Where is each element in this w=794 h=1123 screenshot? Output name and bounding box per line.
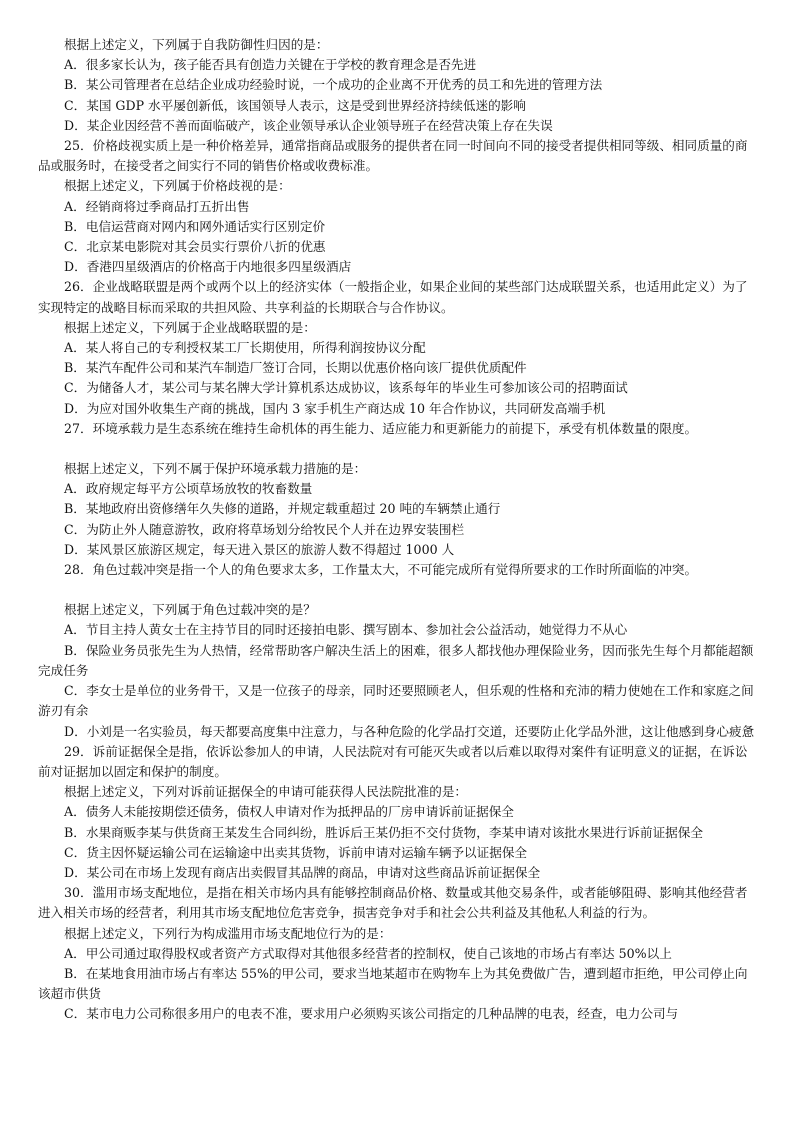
question-definition: 30．滥用市场支配地位，是指在相关市场内具有能够控制商品价格、数量或其他交易条件，或者能够阻碍、影响其他经营者进入相关市场的经营者，利用其市场支配地位危害竞争，损害竞争对手和社会公共利益及其他私人利益的行为。 <box>38 885 748 921</box>
question-stem: 根据上述定义，下列不属于保护环境承载力措施的是： <box>64 461 367 477</box>
answer-option: B．在某地食用油市场占有率达 55%的甲公司，要求当地某超市在购物车上为其免费做广告，遭到超市拒绝，甲公司停止向该超市供货 <box>38 965 748 1002</box>
answer-option: B．保险业务员张先生为人热情，经常帮助客户解决生活上的困难，很多人都找他办理保险业务，因而张先生每个月都能超额完成任务 <box>38 642 754 678</box>
answer-option: D．为应对国外收集生产商的挑战，国内 3 家手机生产商达成 10 年合作协议，共同研发高端手机 <box>64 400 606 416</box>
question-definition: 29．诉前证据保全是指，依诉讼参加人的申请，人民法院对有可能灭失或者以后难以取得对案件有证明意义的证据，在诉讼前对证据加以固定和保护的制度。 <box>38 743 748 779</box>
paragraph-gap <box>38 580 756 600</box>
answer-option: D．小刘是一名实验员，每天都要高度集中注意力，与各种危险的化学品打交道，还要防止化学品外泄，这让他感到身心疲惫 <box>64 723 755 739</box>
answer-option: A．甲公司通过取得股权或者资产方式取得对其他很多经营者的控制权，使自己该地的市场占有率达 50%以上 <box>64 945 672 961</box>
answer-option: A．某人将自己的专利授权某工厂长期使用，所得利润按协议分配 <box>64 340 426 356</box>
question-definition: 26．企业战略联盟是两个或两个以上的经济实体（一般指企业，如果企业间的某些部门达成联盟关系，也适用此定义）为了实现特定的战略目标而采取的共担风险、共享利益的长期联合与合作协议。 <box>38 279 748 315</box>
question-definition: 25．价格歧视实质上是一种价格差异，通常指商品或服务的提供者在同一时间向不同的接受者提供相同等级、相同质量的商品或服务时，在接受者之间实行不同的销售价格或收费标准。 <box>38 138 748 174</box>
answer-option: D．某公司在市场上发现有商店出卖假冒其品牌的商品，申请对这些商品诉前证据保全 <box>64 864 541 880</box>
answer-option: B．某汽车配件公司和某汽车制造厂签订合同，长期以优惠价格向该厂提供优质配件 <box>64 360 527 376</box>
question-definition: 28．角色过载冲突是指一个人的角色要求太多，工作量太大，不可能完成所有觉得所要求的工作时所面临的冲突。 <box>64 562 698 578</box>
question-stem: 根据上述定义，下列属于自我防御性归因的是： <box>64 37 329 52</box>
answer-option: A．政府规定每平方公顷草场放牧的牧畜数量 <box>64 481 313 497</box>
answer-option: A．债务人未能按期偿还债务，债权人申请对作为抵押品的厂房申请诉前证据保全 <box>64 804 514 820</box>
answer-option: C．货主因怀疑运输公司在运输途中出卖其货物，诉前申请对运输车辆予以证据保全 <box>64 844 528 860</box>
question-stem: 根据上述定义，下列属于价格歧视的是： <box>64 178 291 194</box>
question-stem: 根据上述定义，下列对诉前证据保全的申请可能获得人民法院批准的是： <box>64 784 467 800</box>
question-stem: 根据上述定义，下列属于企业战略联盟的是： <box>64 319 316 335</box>
answer-option: C．北京某电影院对其会员实行票价八折的优惠 <box>64 239 326 255</box>
answer-option: C．某市电力公司称很多用户的电表不准，要求用户必须购买该公司指定的几种品牌的电表，经查，电力公司与 <box>64 1006 679 1022</box>
paragraph-gap <box>38 439 756 459</box>
answer-option: A．很多家长认为，孩子能否具有创造力关键在于学校的教育理念是否先进 <box>64 57 477 73</box>
answer-option: C．为防止外人随意游牧，政府将草场划分给牧民个人并在边界安装围栏 <box>64 521 465 537</box>
answer-option: C．李女士是单位的业务骨干，又是一位孩子的母亲，同时还要照顾老人，但乐观的性格和充沛的精力使她在工作和家庭之间游刃有余 <box>38 683 754 719</box>
answer-option: A．经销商将过季商品打五折出售 <box>64 198 250 214</box>
answer-option: B．电信运营商对网内和网外通话实行区别定价 <box>64 218 326 234</box>
question-definition: 27．环境承载力是生态系统在维持生命机体的再生能力、适应能力和更新能力的前提下，承受有机体数量的限度。 <box>64 420 698 436</box>
answer-option: A．节目主持人黄女士在主持节目的同时还接拍电影、撰写剧本、参加社会公益活动，她觉得力不从心 <box>64 622 628 638</box>
answer-option: D．某企业因经营不善而面临破产，该企业领导承认企业领导班子在经营决策上存在失误 <box>64 117 553 133</box>
answer-option: B．某地政府出资修缮年久失修的道路，并规定载重超过 20 吨的车辆禁止通行 <box>64 501 501 517</box>
answer-option: C．某国 GDP 水平屡创新低，该国领导人表示，这是受到世界经济持续低迷的影响 <box>64 97 526 113</box>
answer-option: B．水果商贩李某与供货商王某发生合同纠纷，胜诉后王某仍拒不交付货物，李某申请对该批水果进行诉前证据保全 <box>64 824 703 840</box>
answer-option: D．某风景区旅游区规定，每天进入景区的旅游人数不得超过 1000 人 <box>64 541 455 557</box>
answer-option: B．某公司管理者在总结企业成功经验时说，一个成功的企业离不开优秀的员工和先进的管理方法 <box>64 77 603 93</box>
answer-option: D．香港四星级酒店的价格高于内地很多四星级酒店 <box>64 259 352 275</box>
answer-option: C．为储备人才，某公司与某名牌大学计算机系达成协议，该系每年的毕业生可参加该公司的招聘面试 <box>64 380 628 396</box>
question-stem: 根据上述定义，下列行为构成滥用市场支配地位行为的是： <box>64 925 392 941</box>
question-stem: 根据上述定义，下列属于角色过载冲突的是？ <box>64 602 316 618</box>
